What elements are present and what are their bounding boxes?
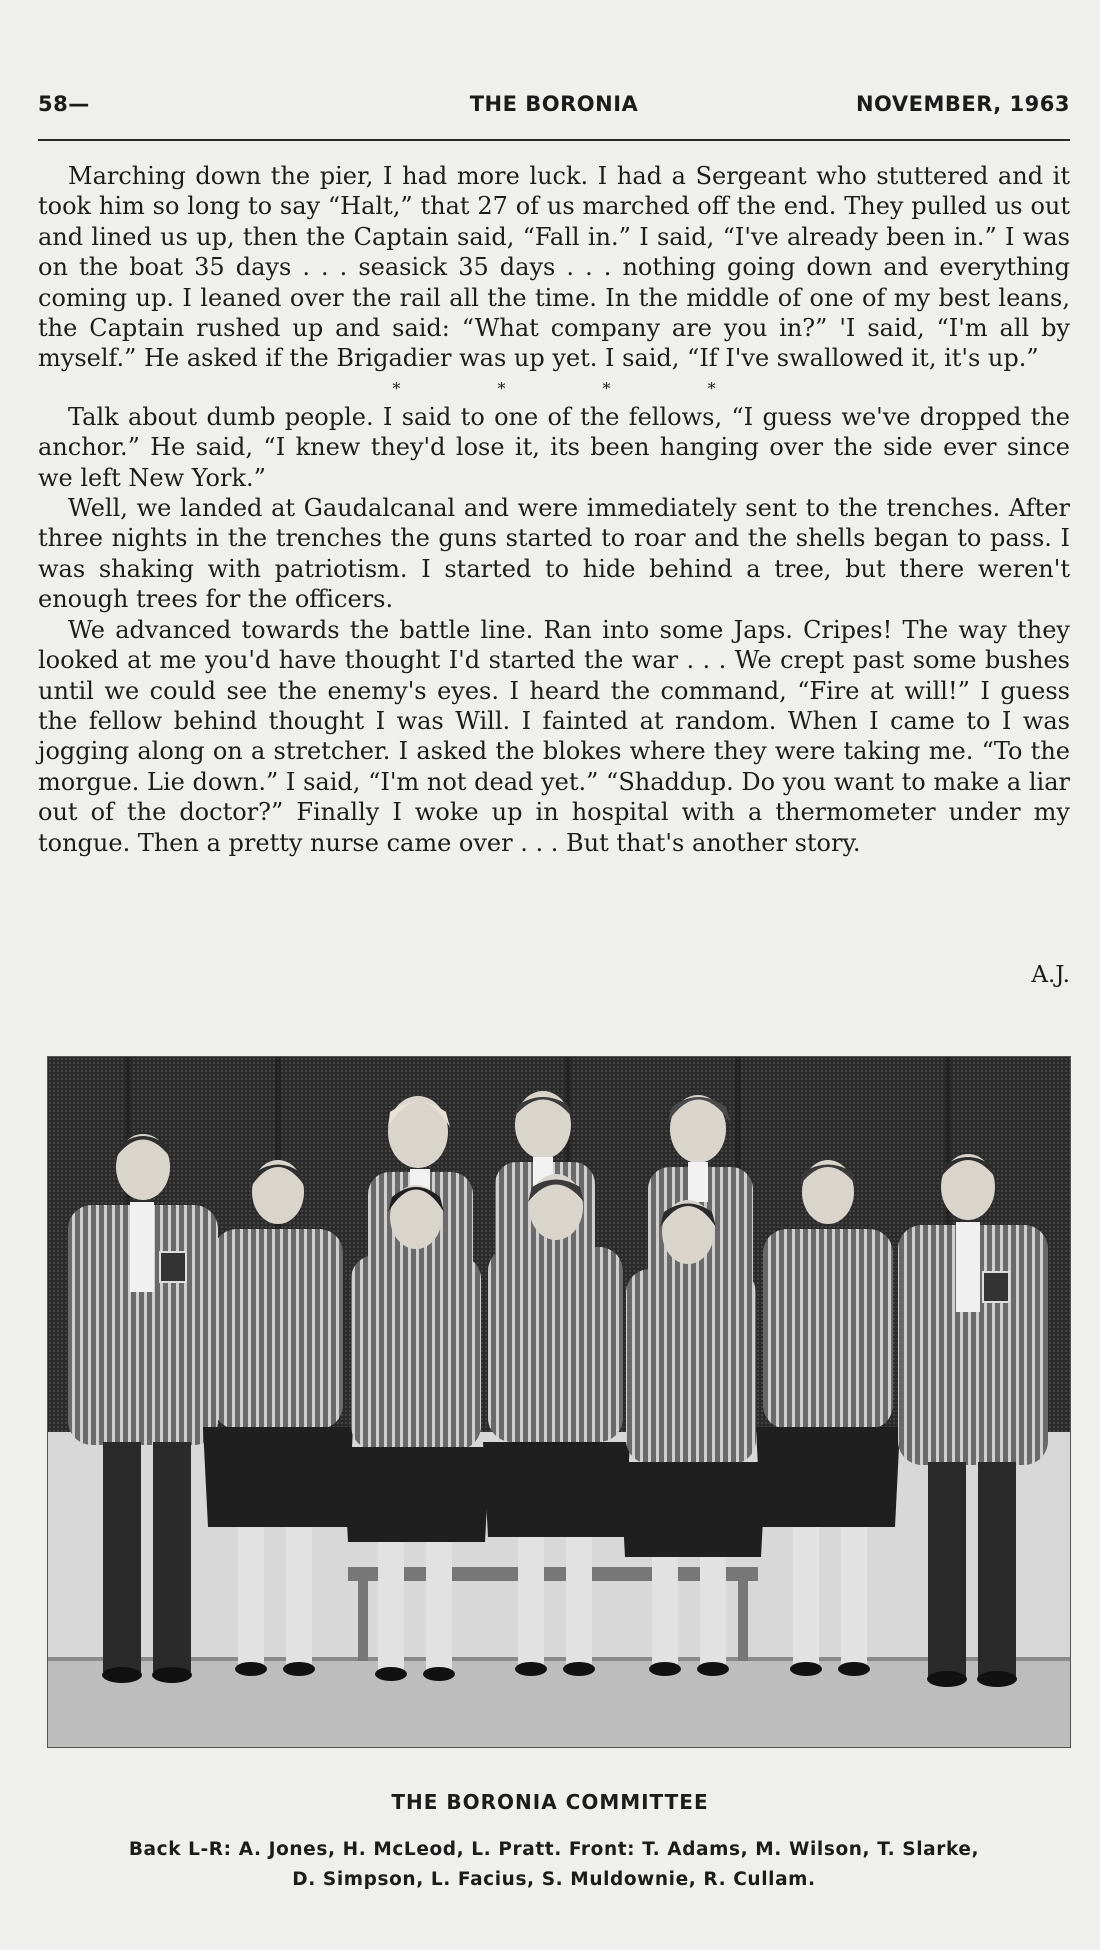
group-photo-illustration (48, 1057, 1070, 1747)
page-number: 58— (38, 92, 90, 116)
article-paragraph: Well, we landed at Gaudalcanal and were immediately sent to the trenches. After three nights in the trenches the guns started to roar and the shells began to pass. I was shaking with patriotism. I started to hide behind a tree, but there weren't enough trees for the officers. (38, 494, 1070, 614)
photo-caption-names (38, 1835, 1070, 1895)
photo-caption-title: THE BORONIA COMMITTEE (391, 1790, 709, 1814)
header-rule (38, 139, 1070, 141)
article-paragraph: We advanced towards the battle line. Ran into some Japs. Cripes! The way they looked at me you'd have thought I'd started the war . . . We crept past some bushes until we could see the enemy's eyes. I heard the command, “Fire at will!” I guess the fellow behind thought I was Will. I fainted at random. When I came to I was jogging along on a stretcher. I asked the blokes where they were taking me. “To the morgue. Lie down.” I said, “I'm not dead yet.” “Shaddup. Do you want to make a liar out of the doctor?” Finally I woke up in hospital with a thermometer under my tongue. Then a pretty nurse came over . . . But that's another story. (38, 615, 1070, 857)
issue-date: NOVEMBER, 1963 (855, 92, 1070, 116)
article-body (38, 161, 1070, 858)
caption-names-line: D. Simpson, L. Facius, S. Muldownie, R. Cullam. (292, 1869, 816, 1890)
article-paragraph: Talk about dumb people. I said to one of the fellows, “I guess we've dropped the anchor.” He said, “I knew they'd lose it, its been hanging over the side ever since we left New York.” (38, 402, 1070, 492)
committee-photo (47, 1056, 1071, 1748)
section-separator: * * * * (392, 378, 762, 398)
page-header (38, 92, 1070, 122)
caption-names-line: Back L-R: A. Jones, H. McLeod, L. Pratt. Front: T. Adams, M. Wilson, T. Slarke, (128, 1839, 980, 1860)
article-paragraph: Marching down the pier, I had more luck. I had a Sergeant who stuttered and it took him so long to say “Halt,” that 27 of us marched off the end. They pulled us out and lined us up, then the Captain said, “Fall in.” I said, “I've already been in.” I was on the boat 35 days . . . seasick 35 days . . . nothing going down and everything coming up. I leaned over the rail all the time. In the middle of one of my best leans, the Captain rushed up and said: “What company are you in?” 'I said, “I'm all by myself.” He asked if the Brigadier was up yet. I said, “If I've swallowed it, it's up.” (38, 162, 1070, 373)
publication-title: THE BORONIA (469, 92, 639, 116)
author-signature: A.J. (1031, 962, 1070, 988)
